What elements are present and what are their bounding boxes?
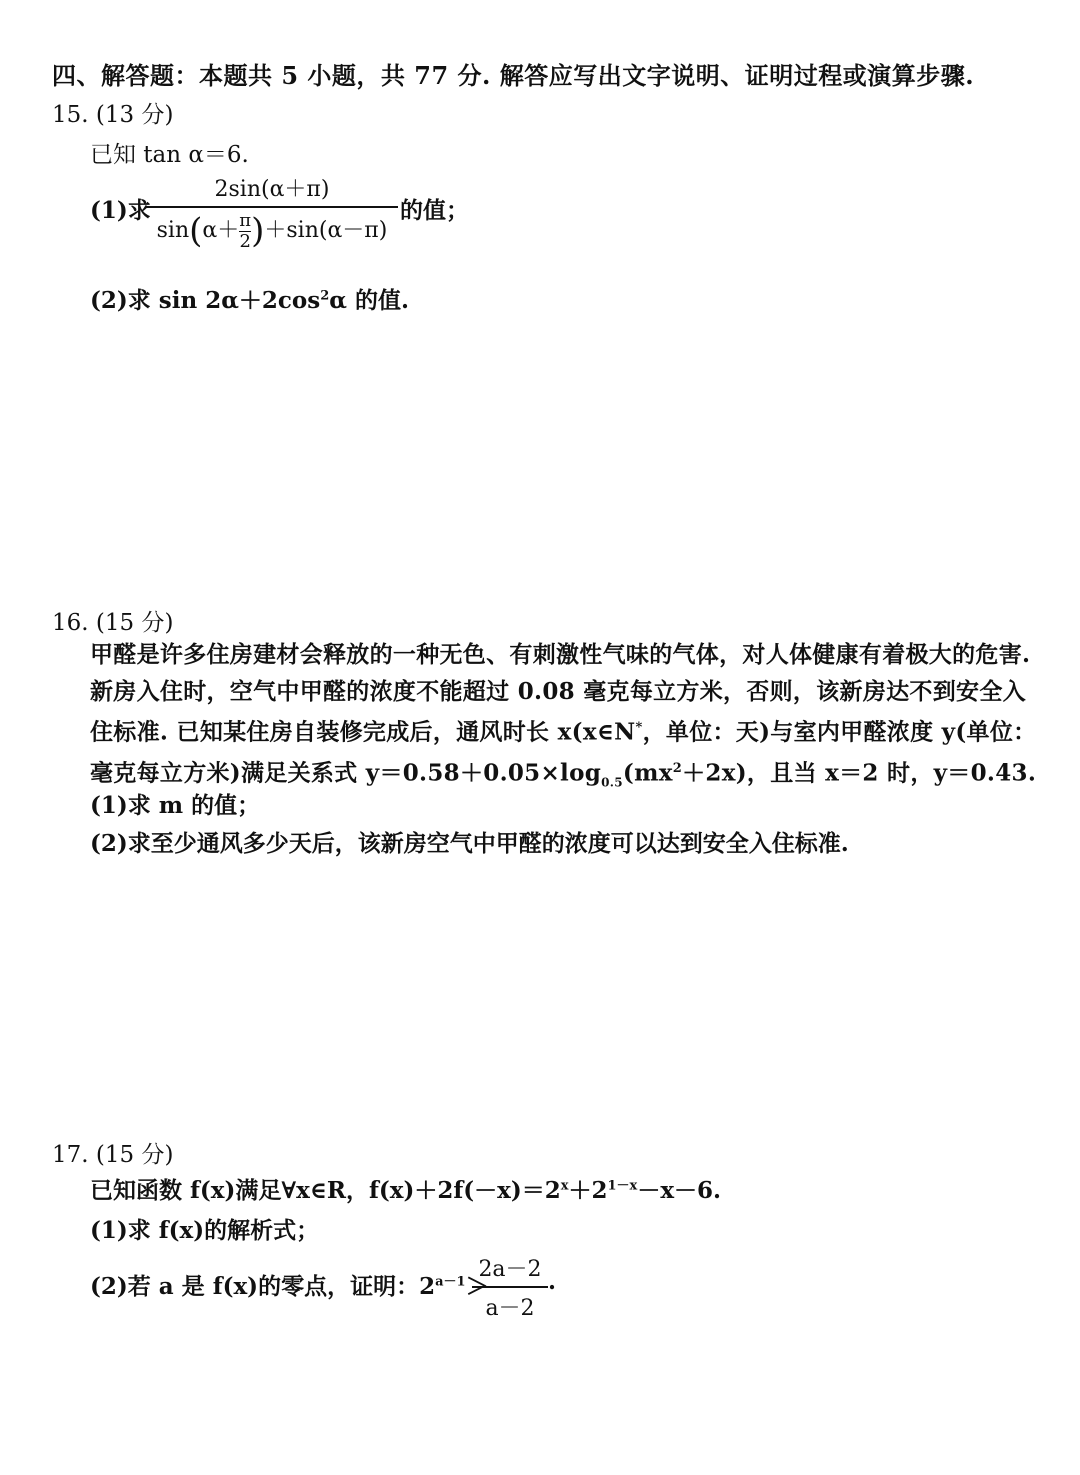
q16-number: 16. (15 分): [52, 610, 174, 636]
den-alpha-plus: α＋: [202, 218, 240, 243]
section-header: 四、解答题：本题共 5 小题，共 77 分. 解答应写出文字说明、证明过程或演算步骤.: [52, 61, 975, 90]
q15-part1-fraction: [146, 172, 398, 251]
q17-given: 已知函数 f(x)满足∀x∈R，$f(x)+2f(-x)=2^x+2^{1-x}-x-6$.: [90, 1177, 722, 1204]
fraction-bar: [146, 206, 398, 208]
den-left-paren: (: [189, 211, 203, 251]
q15-part1-numerator: 2sin(α＋π): [214, 177, 330, 202]
q17-part2-numerator: 2a－2: [478, 1257, 542, 1282]
q15-part1-prefix: (1)求: [90, 197, 151, 224]
q15-part1-suffix: 的值；: [400, 197, 469, 224]
q17-part2-end: .: [548, 1268, 557, 1295]
den-two: 2: [239, 230, 251, 252]
den-right-paren: ): [251, 211, 265, 251]
den-pi-over-two: [239, 209, 252, 252]
q15-part2: (2)求 $\sin 2\alpha+2\cos^2\alpha$ 的值.: [90, 287, 409, 314]
q17-part1: (1)求 f(x)的解析式；: [90, 1217, 320, 1244]
fraction-bar: [472, 1286, 548, 1288]
q17-part2-fraction: [472, 1252, 548, 1322]
q17-part2-denominator: a－2: [485, 1296, 535, 1321]
q17-part2-prefix: (2)若 a 是 f(x)的零点，证明：$2^{a-1}>$: [90, 1273, 489, 1300]
q16-part2: (2)求至少通风多少天后，该新房空气中甲醛的浓度可以达到安全入住标准.: [90, 830, 849, 857]
q15-number: 15. (13 分): [52, 102, 174, 128]
q17-number: 17. (15 分): [52, 1142, 174, 1168]
q16-part1: (1)求 m 的值；: [90, 792, 261, 819]
q15-given: 已知 tan α＝6.: [90, 142, 249, 168]
den-rest: ＋sin(α－π): [264, 218, 388, 243]
q16-body: 甲醛是许多住房建材会释放的一种无色、有刺激性气味的气体，对人体健康有着极大的危害. 新房入住时，空气中甲醛的浓度不能超过 0.08 毫克每立方米，否则，该新房达不到安全入住标准. 已知某住房自装修完成后，通风时长 x(x∈N*，单位：天)与室内甲醛浓度 y(单位：毫克每立方米)满足关系式 $y=0.58+0.05\times\log_{0.5}(mx^2+2x)$，且当 x＝2 时，y＝0.43.: [90, 641, 1037, 790]
q15-part1-denominator: [146, 211, 398, 251]
den-sin: sin: [156, 218, 190, 243]
den-pi: π: [239, 209, 252, 231]
